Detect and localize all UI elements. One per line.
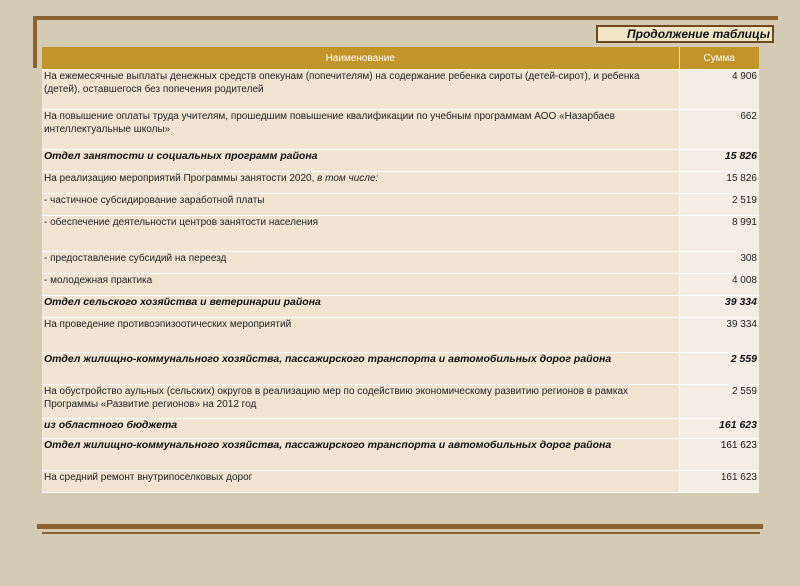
table-row [42,318,759,353]
row-name: Отдел сельского хозяйства и ветеринарии района [42,296,679,318]
row-name: - обеспечение деятельности центров занятости населения [42,216,679,252]
row-sum: 161 623 [679,439,759,471]
row-sum: 8 991 [679,216,759,252]
table-row [42,274,759,296]
table-row [42,419,759,439]
row-name: Отдел жилищно-коммунального хозяйства, пассажирского транспорта и автомобильных дорог района [42,439,679,471]
row-name: На обустройство аульных (сельских) округов в реализацию мер по содействию экономическому развитию регионов в рамках Программы «Развитие регионов» на 2012 год [42,385,679,419]
table-row [42,172,759,194]
table-row [42,150,759,172]
row-sum: 15 826 [679,172,759,194]
row-name: - частичное субсидирование заработной платы [42,194,679,216]
table-row [42,194,759,216]
table-row [42,110,759,150]
table-row [42,252,759,274]
table-row [42,353,759,385]
row-sum: 2 559 [679,385,759,419]
table-row [42,385,759,419]
decor-bar-left [33,16,37,68]
row-sum: 39 334 [679,318,759,353]
table-row [42,439,759,471]
row-sum: 4 008 [679,274,759,296]
row-name: На повышение оплаты труда учителям, прошедшим повышение квалификации по учебным программам АОО «Назарбаев интеллектуальные школы» [42,110,679,150]
row-name: из областного бюджета [42,419,679,439]
row-sum: 662 [679,110,759,150]
row-sum: 15 826 [679,150,759,172]
row-sum: 2 519 [679,194,759,216]
row-name: На проведение противоэпизоотических мероприятий [42,318,679,353]
row-sum: 2 559 [679,353,759,385]
row-name: На средний ремонт внутрипоселковых дорог [42,471,679,493]
row-name: - молодежная практика [42,274,679,296]
row-name: - предоставление субсидий на переезд [42,252,679,274]
decor-bar-bottom [37,524,763,529]
row-name [42,172,679,194]
decor-bar-top [33,16,778,20]
header-name: Наименование [42,47,679,70]
row-sum: 4 906 [679,70,759,110]
table-row [42,296,759,318]
header-sum: Сумма [679,47,759,70]
row-sum: 308 [679,252,759,274]
continuation-label: Продолжение таблицы [596,25,774,43]
decor-bar-bottom-thin [42,532,760,534]
row-sum: 161 623 [679,419,759,439]
row-name: На ежемесячные выплаты денежных средств опекунам (попечителям) на содержание ребенка сироты (детей-сирот), и ребенка (детей), оставшегося без попечения родителей [42,70,679,110]
row-name: Отдел занятости и социальных программ района [42,150,679,172]
row-sum: 39 334 [679,296,759,318]
table-header-row [42,47,759,70]
row-sum: 161 623 [679,471,759,493]
row-name: Отдел жилищно-коммунального хозяйства, пассажирского транспорта и автомобильных дорог района [42,353,679,385]
budget-table [42,47,759,493]
table-row [42,70,759,110]
row-name-text: На реализацию мероприятий Программы занятости 2020, [44,173,318,184]
row-name-italic: в том числе: [317,173,379,184]
table-row [42,216,759,252]
table-row [42,471,759,493]
